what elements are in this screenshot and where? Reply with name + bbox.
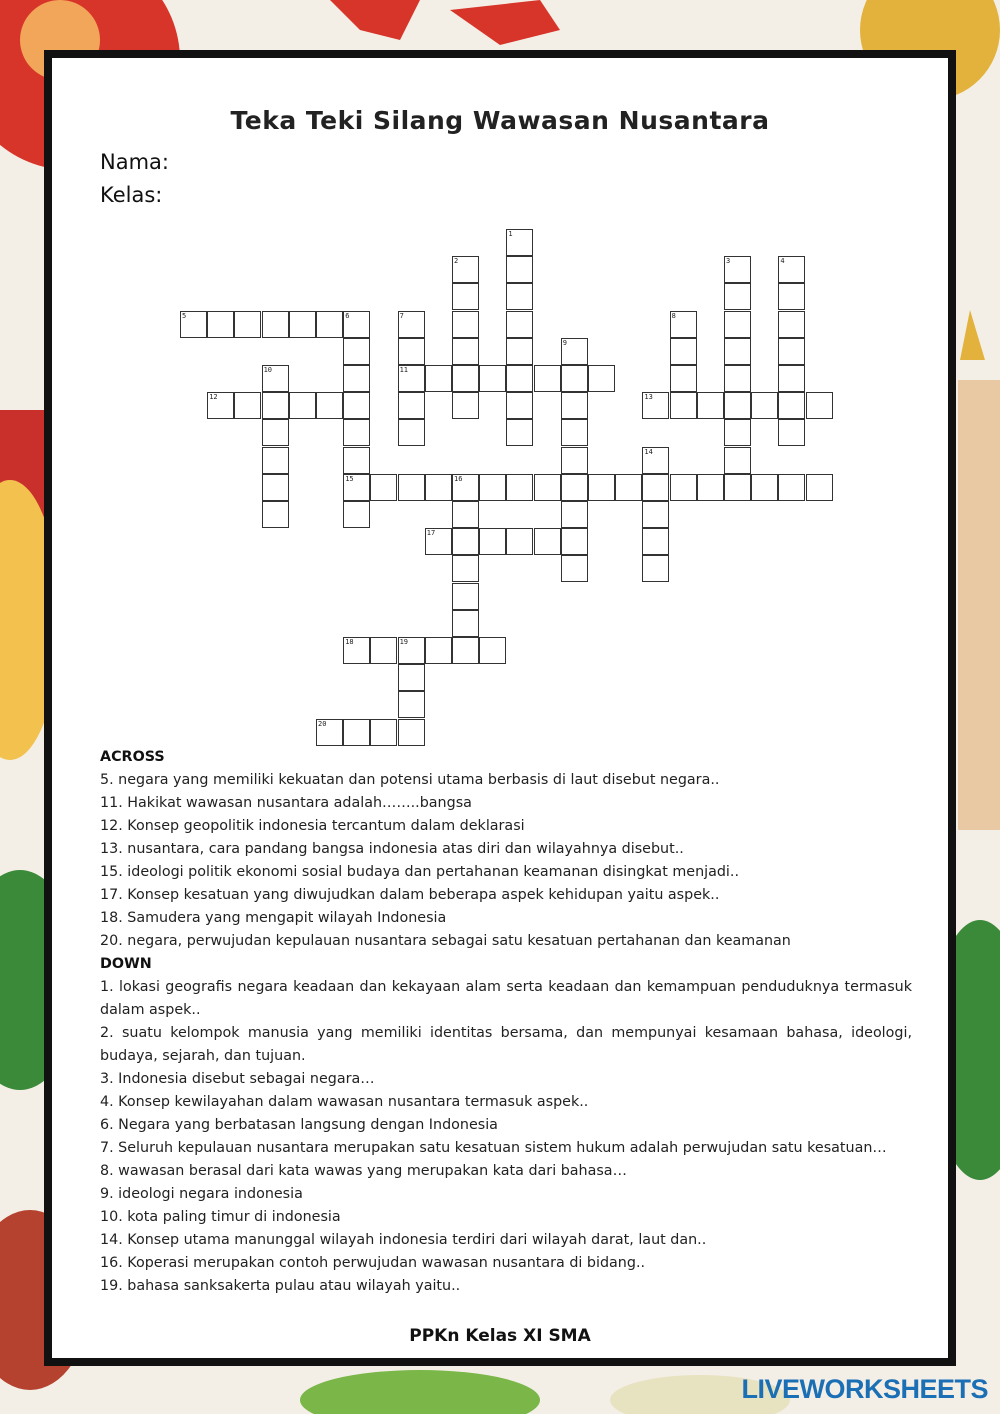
across-heading: ACROSS [100, 749, 165, 765]
crossword-cell[interactable] [561, 474, 588, 501]
clue-number: 7 [399, 311, 404, 320]
crossword-cell[interactable] [370, 474, 397, 501]
clue-number: 11 [399, 366, 409, 374]
across-clue: 18. Samudera yang mengapit wilayah Indonesia [100, 910, 447, 926]
crossword-cell[interactable] [588, 365, 615, 392]
crossword-cell[interactable] [561, 528, 588, 555]
clue-number: 18 [345, 638, 354, 646]
crossword-cell[interactable] [724, 311, 751, 338]
crossword-cell[interactable] [724, 283, 751, 310]
crossword-cell[interactable] [343, 719, 370, 746]
leaf-bottom-decoration [300, 1370, 540, 1414]
crossword-cell[interactable] [670, 474, 697, 501]
down-clue: 2. suatu kelompok manusia yang memiliki identitas bersama, dan mempunyai kesamaan bahasa, ideologi, budaya, sejarah, dan tujuan. [100, 1025, 912, 1064]
clue-number: 20 [318, 719, 327, 728]
clue-number: 16 [454, 474, 463, 483]
crossword-cell[interactable] [778, 311, 805, 338]
across-clue: 13. nusantara, cara pandang bangsa indonesia atas diri dan wilayahnya disebut.. [100, 841, 684, 857]
crossword-cell[interactable] [452, 610, 479, 637]
crossword-cell[interactable] [398, 338, 425, 365]
name-label: Nama: [100, 150, 169, 174]
crossword-cell[interactable] [452, 392, 479, 419]
crossword-cell[interactable] [506, 474, 533, 501]
crossword-cell[interactable] [751, 474, 778, 501]
crossword-cell[interactable] [506, 338, 533, 365]
crossword-cell[interactable] [561, 392, 588, 419]
crossword-cell[interactable] [316, 311, 343, 338]
crossword-cell[interactable] [262, 501, 289, 528]
clue-number: 19 [399, 638, 409, 646]
crossword-cell[interactable] [724, 392, 751, 419]
crossword-cell[interactable] [479, 528, 506, 555]
crossword-cell[interactable] [316, 392, 343, 419]
crossword-cell[interactable] [398, 719, 425, 746]
crossword-cell[interactable] [343, 392, 370, 419]
crossword-cell[interactable] [561, 447, 588, 474]
crossword-cell[interactable] [506, 311, 533, 338]
down-clue: 9. ideologi negara indonesia [100, 1186, 303, 1202]
crossword-cell[interactable] [262, 447, 289, 474]
crossword-cell[interactable] [207, 311, 234, 338]
crossword-cell[interactable] [778, 338, 805, 365]
crossword-cell[interactable] [398, 691, 425, 718]
down-clue: 14. Konsep utama manunggal wilayah indonesia terdiri dari wilayah darat, laut dan.. [100, 1232, 707, 1248]
footer-label: PPKn Kelas XI SMA [409, 1326, 591, 1346]
down-clue: 10. kota paling timur di indonesia [100, 1209, 341, 1225]
liveworksheets-logo[interactable]: LIVEWORKSHEETS [741, 1374, 988, 1404]
clue-number: 10 [263, 366, 273, 374]
crossword-cell[interactable] [343, 338, 370, 365]
clue-number: 14 [644, 447, 653, 456]
crossword-cell[interactable] [670, 365, 697, 392]
crossword-cell[interactable] [398, 392, 425, 419]
clue-number: 17 [426, 529, 436, 538]
clue-number: 5 [182, 311, 187, 320]
crossword-cell[interactable] [778, 419, 805, 446]
crossword-cell[interactable] [370, 637, 397, 664]
clue-number: 13 [644, 393, 653, 402]
crossword-cell[interactable] [642, 528, 669, 555]
crossword-cell[interactable] [452, 637, 479, 664]
crossword-cell[interactable] [506, 365, 533, 392]
crossword-cell[interactable] [234, 311, 261, 338]
crossword-cell[interactable] [534, 528, 561, 555]
crossword-cell[interactable] [534, 474, 561, 501]
across-clue: 11. Hakikat wawasan nusantara adalah……..bangsa [100, 795, 472, 811]
clue-number: 9 [562, 338, 568, 347]
crossword-cell[interactable] [506, 256, 533, 283]
crossword-cell[interactable] [806, 474, 833, 501]
down-clue: 7. Seluruh kepulauan nusantara merupakan satu kesatuan sistem hukum adalah perwujudan satu kesatuan… [100, 1140, 887, 1156]
crossword-cell[interactable] [289, 311, 316, 338]
clue-number: 4 [780, 257, 785, 266]
crossword-cell[interactable] [425, 365, 452, 392]
crossword-cell[interactable] [398, 474, 425, 501]
crossword-cell[interactable] [642, 474, 669, 501]
crossword-cell[interactable] [778, 365, 805, 392]
crossword-cell[interactable] [670, 338, 697, 365]
clue-number: 6 [345, 311, 350, 320]
clue-number: 12 [209, 393, 218, 402]
crossword-cell[interactable] [343, 501, 370, 528]
across-clue: 15. ideologi politik ekonomi sosial budaya dan pertahanan keamanan disingkat menjadi.. [100, 864, 739, 880]
crossword-cell[interactable] [343, 419, 370, 446]
monument-decoration [958, 380, 1000, 830]
crossword-cell[interactable] [262, 419, 289, 446]
crossword-cell[interactable] [506, 528, 533, 555]
crossword-cell[interactable] [506, 283, 533, 310]
crossword-cell[interactable] [778, 392, 805, 419]
crossword-cell[interactable] [370, 719, 397, 746]
across-clues [100, 769, 912, 953]
crossword-cell[interactable] [561, 365, 588, 392]
crossword-cell[interactable] [398, 664, 425, 691]
crossword-cell[interactable] [506, 392, 533, 419]
down-clue: 8. wawasan berasal dari kata wawas yang merupakan kata dari bahasa… [100, 1163, 627, 1179]
map-decoration [330, 0, 420, 40]
across-clue: 17. Konsep kesatuan yang diwujudkan dalam beberapa aspek kehidupan yaitu aspek.. [100, 887, 720, 903]
clue-number: 3 [726, 257, 731, 266]
down-clue: 6. Negara yang berbatasan langsung dengan Indonesia [100, 1117, 498, 1133]
clue-number: 1 [508, 230, 513, 238]
across-clue: 5. negara yang memiliki kekuatan dan potensi utama berbasis di laut disebut negara.. [100, 772, 720, 788]
crossword-cell[interactable] [452, 365, 479, 392]
across-clue: 12. Konsep geopolitik indonesia tercantum dalam deklarasi [100, 818, 525, 834]
map-decoration [450, 0, 560, 45]
crossword-cell[interactable] [697, 392, 724, 419]
clue-number: 15 [345, 474, 354, 483]
crossword-cell[interactable] [425, 474, 452, 501]
worksheet-page [44, 50, 956, 1366]
crossword-grid [52, 58, 964, 758]
clue-number: 2 [454, 257, 459, 266]
crossword-cell[interactable] [697, 474, 724, 501]
crossword-cell[interactable] [234, 392, 261, 419]
crossword-cell[interactable] [561, 555, 588, 582]
down-clue: 3. Indonesia disebut sebagai negara… [100, 1071, 375, 1087]
crossword-cell[interactable] [452, 528, 479, 555]
class-label: Kelas: [100, 183, 163, 207]
crossword-cell[interactable] [561, 419, 588, 446]
crossword-cell[interactable] [751, 392, 778, 419]
crossword-cell[interactable] [588, 474, 615, 501]
crossword-cell[interactable] [479, 365, 506, 392]
crossword-cell[interactable] [642, 555, 669, 582]
down-clue: 16. Koperasi merupakan contoh perwujudan wawasan nusantara di bidang.. [100, 1255, 646, 1271]
clue-list [100, 746, 912, 1298]
crossword-cell[interactable] [724, 474, 751, 501]
crossword-cell[interactable] [452, 311, 479, 338]
down-clue: 19. bahasa sanksakerta pulau atau wilayah yaitu.. [100, 1278, 461, 1294]
crossword-cell[interactable] [452, 338, 479, 365]
crossword-cell[interactable] [561, 501, 588, 528]
crossword-cell[interactable] [343, 365, 370, 392]
crossword-cell[interactable] [806, 392, 833, 419]
crossword-cell[interactable] [724, 365, 751, 392]
crossword-cell[interactable] [479, 474, 506, 501]
crossword-cell[interactable] [425, 637, 452, 664]
crossword-cell[interactable] [452, 283, 479, 310]
crossword-cell[interactable] [262, 311, 289, 338]
crossword-cell[interactable] [262, 474, 289, 501]
crossword-cell[interactable] [289, 392, 316, 419]
crossword-cell[interactable] [724, 419, 751, 446]
crossword-cell[interactable] [506, 419, 533, 446]
crossword-cell[interactable] [778, 474, 805, 501]
worksheet-title: Teka Teki Silang Wawasan Nusantara [230, 106, 770, 135]
crossword-cell[interactable] [398, 419, 425, 446]
crossword-cell[interactable] [778, 283, 805, 310]
crossword-cell[interactable] [452, 555, 479, 582]
down-clues [100, 976, 912, 1298]
crossword-cell[interactable] [724, 338, 751, 365]
crossword-cell[interactable] [262, 392, 289, 419]
crossword-cell[interactable] [670, 392, 697, 419]
crossword-cell[interactable] [479, 637, 506, 664]
crossword-cell[interactable] [642, 501, 669, 528]
clue-number: 8 [671, 311, 676, 320]
across-clue: 20. negara, perwujudan kepulauan nusantara sebagai satu kesatuan pertahanan dan keamanan [100, 933, 791, 949]
crossword-cell[interactable] [615, 474, 642, 501]
down-clue: 1. lokasi geografis negara keadaan dan kekayaan alam serta keadaan dan kemampuan penduduknya termasuk dalam aspek.. [100, 979, 912, 1018]
crossword-cell[interactable] [724, 447, 751, 474]
crossword-cell[interactable] [452, 583, 479, 610]
crossword-cell[interactable] [534, 365, 561, 392]
crossword-cell[interactable] [343, 447, 370, 474]
down-clue: 4. Konsep kewilayahan dalam wawasan nusantara termasuk aspek.. [100, 1094, 589, 1110]
crossword-cell[interactable] [452, 501, 479, 528]
down-heading: DOWN [100, 956, 152, 972]
